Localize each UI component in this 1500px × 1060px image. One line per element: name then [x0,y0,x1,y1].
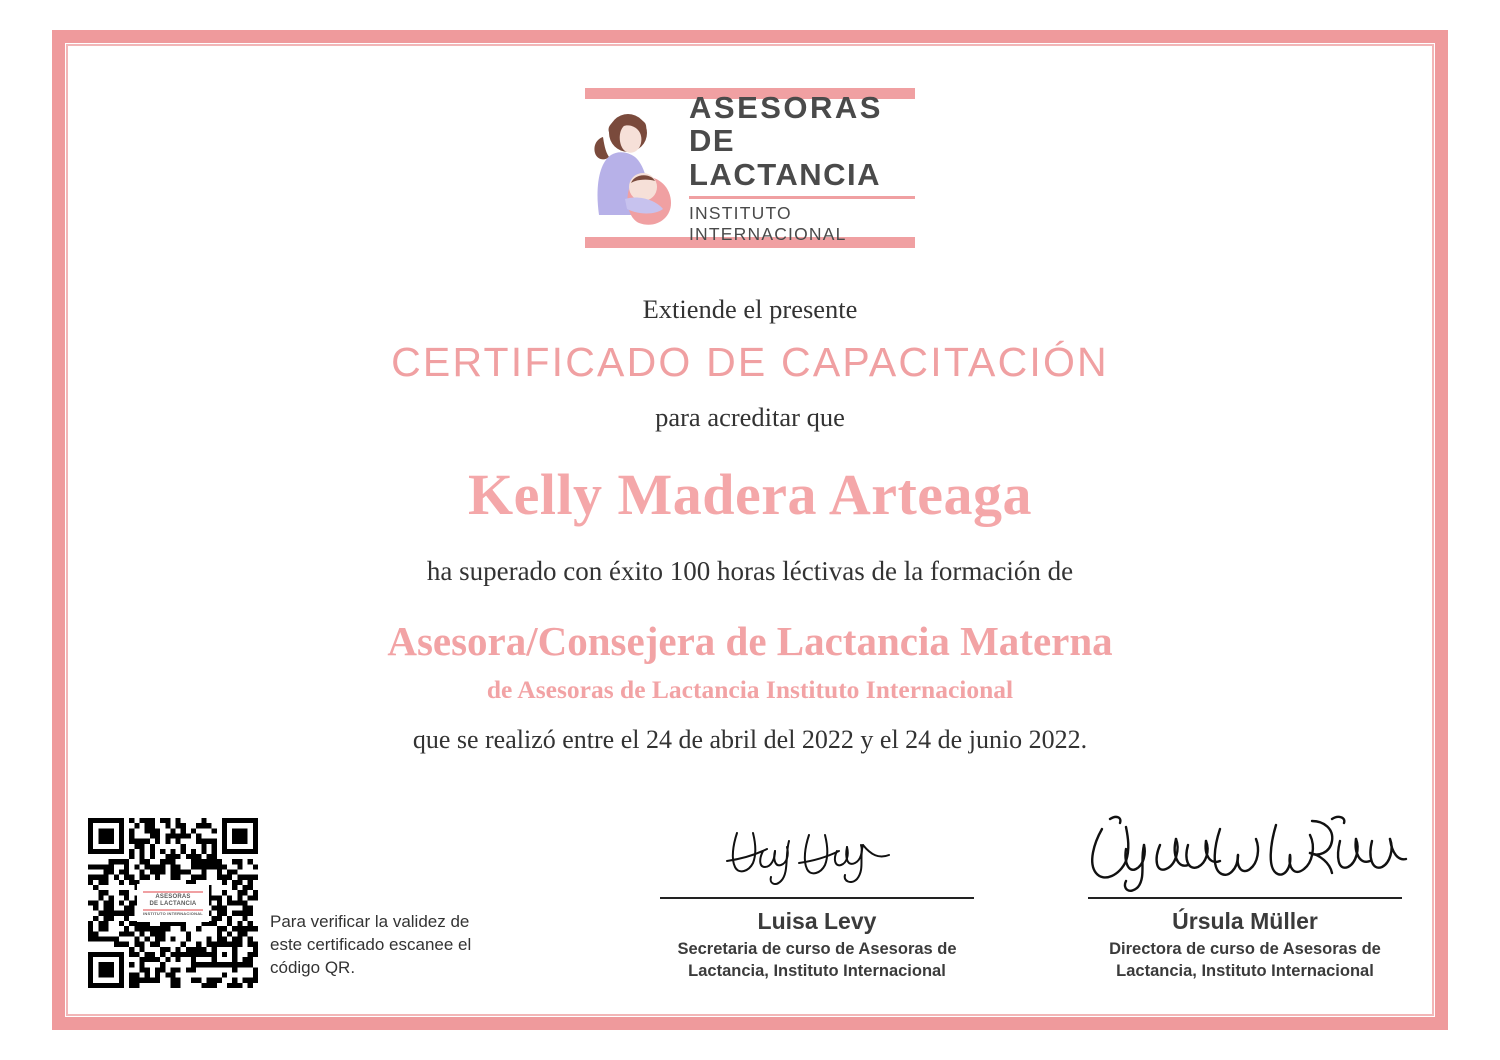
signature-area [642,815,1420,982]
course-title: Asesora/Consejera de Lactancia Materna [387,618,1113,664]
recipient-name: Kelly Madera Arteaga [467,462,1033,527]
signature-mark-ursula-muller [1070,815,1420,895]
qr-logo-line2: DE LACTANCIA [149,900,197,907]
certificate-footer [80,764,1420,994]
logo-line-instituto: INSTITUTO INTERNACIONAL [689,203,847,245]
qr-logo-line3: INSTITUTO INTERNACIONAL [143,910,203,916]
qr-caption: Para verificar la validez de este certificado escanee el código QR. [270,912,472,978]
qr-embedded-logo [137,884,209,922]
signature-block-secretary [642,815,992,982]
signatory-role: Directora de curso de Asesoras de Lactancia, Instituto Internacional [1109,940,1381,980]
course-organization: de Asesoras de Lactancia Instituto Internacional [486,675,1014,704]
signature-mark-luisa-levy [642,815,992,895]
signatory-name: Úrsula Müller [1172,908,1318,935]
qr-verification-block [88,818,500,988]
certificate-title: CERTIFICADO DE CAPACITACIÓN [391,339,1109,385]
signatory-role: Secretaria de curso de Asesoras de Lactancia, Instituto Internacional [677,940,957,980]
logo-line-de-lactancia: DE LACTANCIA [689,123,882,192]
subtitle-text: para acreditar que [655,402,845,432]
signature-block-director [1070,815,1420,982]
breastfeeding-mother-icon [585,103,681,233]
signature-rule [1088,897,1402,899]
intro-text: Extiende el presente [642,294,858,324]
signatory-name: Luisa Levy [757,908,877,935]
organization-logo [585,88,915,248]
logo-line-asesoras: ASESORAS [689,89,883,125]
course-dates: que se realizó entre el 24 de abril del 2022 y el 24 de junio 2022. [412,725,1088,754]
signature-rule [660,897,974,899]
hours-text: ha superado con éxito 100 horas léctivas de la formación de [426,556,1074,586]
qr-code[interactable] [88,818,258,988]
logo-divider [689,196,915,199]
qr-logo-line1: ASESORAS [155,893,191,900]
certificate-content [80,58,1420,1002]
